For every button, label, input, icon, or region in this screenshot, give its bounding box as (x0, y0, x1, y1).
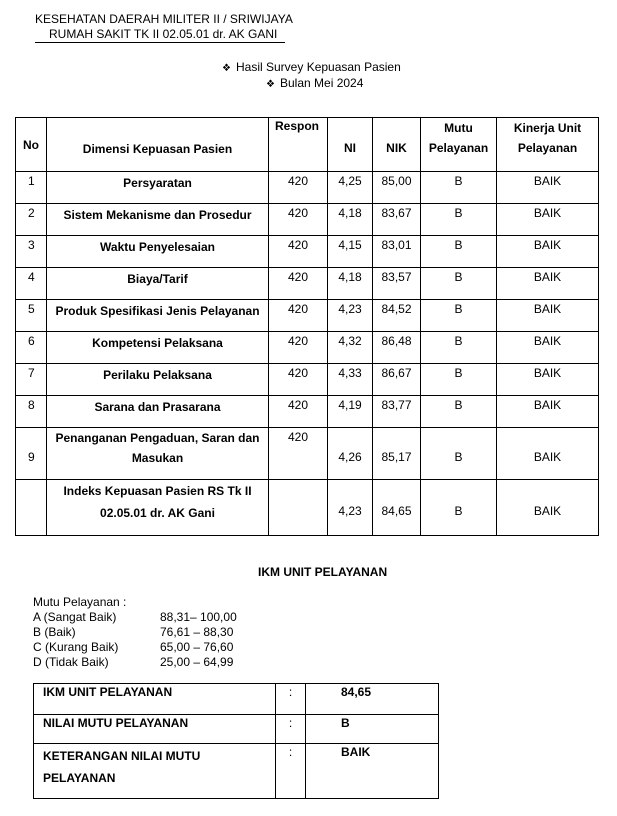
table-row (16, 268, 599, 300)
summary-separator: : (276, 715, 306, 744)
row-ni: 4,19 (328, 396, 373, 428)
row-ni: 4,32 (328, 332, 373, 364)
row-nik: 85,00 (373, 172, 421, 204)
summary-label (34, 744, 276, 799)
diamond-bullet-icon: ❖ (266, 79, 275, 90)
row-kinerja: BAIK (497, 364, 599, 396)
row-respon: 420 (269, 300, 328, 332)
legend-range: 88,31– 100,00 (160, 610, 237, 624)
row-mutu: B (421, 428, 497, 480)
row-respon: 420 (269, 236, 328, 268)
row-mutu: B (421, 332, 497, 364)
document-header (35, 12, 293, 43)
row-nik: 86,67 (373, 364, 421, 396)
header-line-1: KESEHATAN DAERAH MILITER II / SRIWIJAYA (35, 12, 293, 26)
row-no: 5 (16, 300, 47, 332)
table-row (16, 428, 599, 480)
legend-range: 25,00 – 64,99 (160, 655, 234, 669)
table-header-row (16, 118, 599, 172)
survey-table (15, 117, 599, 536)
row-kinerja: BAIK (497, 172, 599, 204)
legend-label: D (Tidak Baik) (33, 655, 109, 669)
legend-label: A (Sangat Baik) (33, 610, 117, 624)
legend-label: C (Kurang Baik) (33, 640, 119, 654)
summary-row (34, 684, 439, 715)
row-dimensi-line-2: Masukan (131, 451, 184, 465)
col-header-kinerja (497, 118, 599, 172)
index-row (16, 480, 599, 536)
col-header-respon: Respon (269, 118, 328, 172)
summary-value: B (306, 715, 439, 744)
row-kinerja: BAIK (497, 236, 599, 268)
index-label (47, 480, 269, 536)
index-label-2: 02.05.01 dr. AK Gani (100, 506, 215, 520)
row-respon: 420 (269, 364, 328, 396)
col-header-dimensi: Dimensi Kepuasan Pasien (47, 118, 269, 172)
subtitle-month-text: Bulan Mei 2024 (280, 76, 364, 90)
col-header-kinerja-1: Kinerja Unit (513, 121, 582, 135)
row-no: 9 (16, 428, 47, 480)
col-header-mutu-1: Mutu (444, 121, 473, 135)
legend-item (33, 655, 237, 670)
row-dimensi: Perilaku Pelaksana (47, 364, 269, 396)
row-ni: 4,26 (328, 428, 373, 480)
row-respon: 420 (269, 396, 328, 428)
index-kinerja: BAIK (497, 480, 599, 536)
row-mutu: B (421, 204, 497, 236)
subtitle-month (266, 76, 363, 90)
legend-title: Mutu Pelayanan : (33, 595, 127, 609)
row-no: 8 (16, 396, 47, 428)
row-no: 6 (16, 332, 47, 364)
col-header-kinerja-2: Pelayanan (517, 141, 578, 155)
row-mutu: B (421, 236, 497, 268)
legend-label: B (Baik) (33, 625, 76, 639)
legend-range: 76,61 – 88,30 (160, 625, 234, 639)
index-label-1: Indeks Kepuasan Pasien RS Tk II (63, 484, 252, 498)
summary-label-2: PELAYANAN (43, 771, 116, 785)
row-dimensi: Persyaratan (47, 172, 269, 204)
subtitle-survey (222, 60, 401, 74)
col-header-mutu-2: Pelayanan (428, 141, 489, 155)
row-no: 1 (16, 172, 47, 204)
summary-row (34, 744, 439, 799)
ikm-section-title: IKM UNIT PELAYANAN (258, 565, 388, 579)
index-nik: 84,65 (373, 480, 421, 536)
legend-range: 65,00 – 76,60 (160, 640, 234, 654)
table-row (16, 204, 599, 236)
row-ni: 4,18 (328, 204, 373, 236)
row-dimensi: Kompetensi Pelaksana (47, 332, 269, 364)
row-dimensi: Sistem Mekanisme dan Prosedur (47, 204, 269, 236)
summary-row (34, 715, 439, 744)
row-nik: 86,48 (373, 332, 421, 364)
row-nik: 83,57 (373, 268, 421, 300)
summary-value: BAIK (306, 744, 439, 799)
row-respon: 420 (269, 428, 328, 480)
header-line-2: RUMAH SAKIT TK II 02.05.01 dr. AK GANI (35, 27, 285, 43)
row-mutu: B (421, 396, 497, 428)
summary-label: IKM UNIT PELAYANAN (34, 684, 276, 715)
legend-item (33, 640, 237, 655)
row-ni: 4,33 (328, 364, 373, 396)
table-row (16, 172, 599, 204)
row-ni: 4,15 (328, 236, 373, 268)
row-ni: 4,23 (328, 300, 373, 332)
row-no: 2 (16, 204, 47, 236)
col-header-ni: NI (328, 118, 373, 172)
row-mutu: B (421, 300, 497, 332)
diamond-bullet-icon: ❖ (222, 63, 231, 74)
col-header-nik: NIK (373, 118, 421, 172)
row-dimensi (47, 428, 269, 480)
legend-item (33, 625, 237, 640)
row-nik: 83,77 (373, 396, 421, 428)
row-no: 7 (16, 364, 47, 396)
row-kinerja: BAIK (497, 300, 599, 332)
row-kinerja: BAIK (497, 204, 599, 236)
row-respon: 420 (269, 172, 328, 204)
row-dimensi: Produk Spesifikasi Jenis Pelayanan (47, 300, 269, 332)
row-mutu: B (421, 364, 497, 396)
row-dimensi: Sarana dan Prasarana (47, 396, 269, 428)
table-row (16, 236, 599, 268)
index-respon-cell (269, 480, 328, 536)
row-kinerja: BAIK (497, 268, 599, 300)
quality-legend (33, 595, 237, 670)
row-kinerja: BAIK (497, 396, 599, 428)
row-mutu: B (421, 268, 497, 300)
table-row (16, 300, 599, 332)
legend-item (33, 610, 237, 625)
row-respon: 420 (269, 332, 328, 364)
table-row (16, 396, 599, 428)
row-ni: 4,18 (328, 268, 373, 300)
row-dimensi-line-1: Penanganan Pengaduan, Saran dan (55, 431, 260, 445)
row-no: 4 (16, 268, 47, 300)
row-nik: 84,52 (373, 300, 421, 332)
row-dimensi: Biaya/Tarif (47, 268, 269, 300)
table-row (16, 364, 599, 396)
summary-separator: : (276, 684, 306, 715)
subtitle-survey-text: Hasil Survey Kepuasan Pasien (236, 60, 401, 74)
row-respon: 420 (269, 204, 328, 236)
index-mutu: B (421, 480, 497, 536)
row-kinerja: BAIK (497, 332, 599, 364)
col-header-no: No (16, 118, 47, 172)
row-mutu: B (421, 172, 497, 204)
row-respon: 420 (269, 268, 328, 300)
table-row (16, 332, 599, 364)
row-nik: 83,67 (373, 204, 421, 236)
row-ni: 4,25 (328, 172, 373, 204)
row-no: 3 (16, 236, 47, 268)
row-kinerja: BAIK (497, 428, 599, 480)
row-nik: 85,17 (373, 428, 421, 480)
col-header-mutu (421, 118, 497, 172)
index-no-cell (16, 480, 47, 536)
summary-table (33, 683, 439, 799)
row-dimensi: Waktu Penyelesaian (47, 236, 269, 268)
summary-label: NILAI MUTU PELAYANAN (34, 715, 276, 744)
index-ni: 4,23 (328, 480, 373, 536)
summary-label-1: KETERANGAN NILAI MUTU (43, 749, 201, 763)
summary-value: 84,65 (306, 684, 439, 715)
row-nik: 83,01 (373, 236, 421, 268)
summary-separator: : (276, 744, 306, 799)
